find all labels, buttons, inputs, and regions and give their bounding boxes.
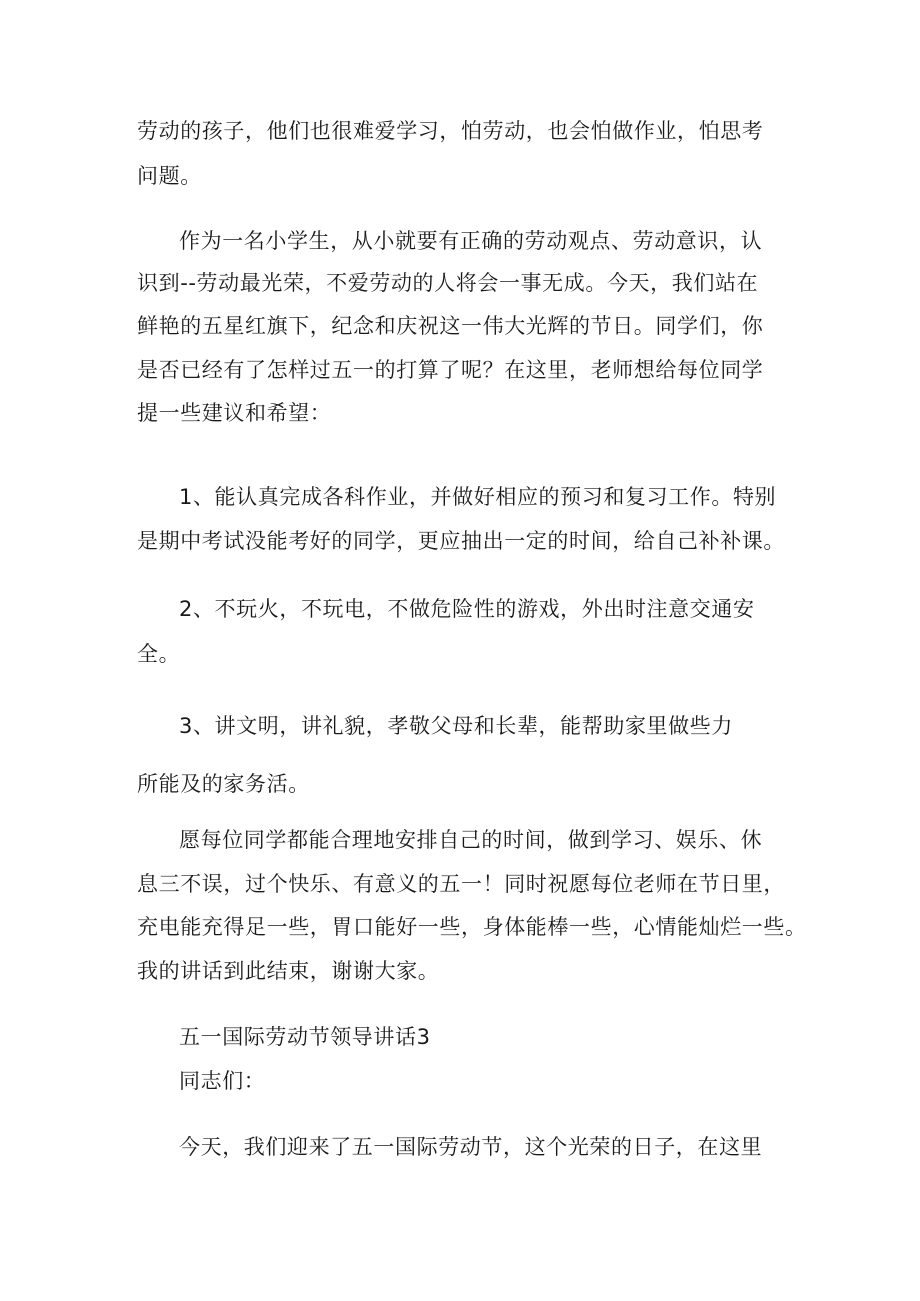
paragraph-start-line: 今天，我们迎来了五一国际劳动节，这个光荣的日子，在这里 <box>179 1135 763 1159</box>
list-item-2-line: 2、不玩火，不玩电，不做危险性的游戏，外出时注意交通安 <box>179 597 755 621</box>
text-line: 是否已经有了怎样过五一的打算了呢？在这里，老师想给每位同学 <box>137 358 764 382</box>
text-line: 息三不误，过个快乐、有意义的五一！同时祝愿每位老师在节日里， <box>137 872 785 896</box>
text-line: 问题。 <box>137 164 202 188</box>
text-line: 所能及的家务活。 <box>137 772 310 796</box>
paragraph-start-line: 愿每位同学都能合理地安排自己的时间，做到学习、娱乐、休 <box>179 828 763 852</box>
paragraph-start-line: 作为一名小学生，从小就要有正确的劳动观点、劳动意识，认 <box>179 229 763 253</box>
list-item-1-line: 1、能认真完成各科作业，并做好相应的预习和复习工作。特别 <box>179 485 777 509</box>
text-line: 提一些建议和希望： <box>137 401 332 425</box>
section-title: 五一国际劳动节领导讲话3 <box>179 1025 431 1049</box>
text-line: 劳动的孩子，他们也很难爱学习，怕劳动，也会怕做作业，怕思考 <box>137 119 764 143</box>
text-line: 是期中考试没能考好的同学，更应抽出一定的时间，给自己补补课。 <box>137 529 785 553</box>
text-line: 我的讲话到此结束，谢谢大家。 <box>137 959 440 983</box>
text-line: 鲜艳的五星红旗下，纪念和庆祝这一伟大光辉的节日。同学们，你 <box>137 314 764 338</box>
salutation: 同志们： <box>179 1069 266 1093</box>
text-line: 充电能充得足一些，胃口能好一些，身体能棒一些，心情能灿烂一些。 <box>137 915 807 939</box>
text-line: 全。 <box>137 642 181 666</box>
text-line: 识到--劳动最光荣，不爱劳动的人将会一事无成。今天，我们站在 <box>137 271 759 295</box>
list-item-3-line: 3、讲文明，讲礼貌，孝敬父母和长辈，能帮助家里做些力 <box>179 714 733 738</box>
